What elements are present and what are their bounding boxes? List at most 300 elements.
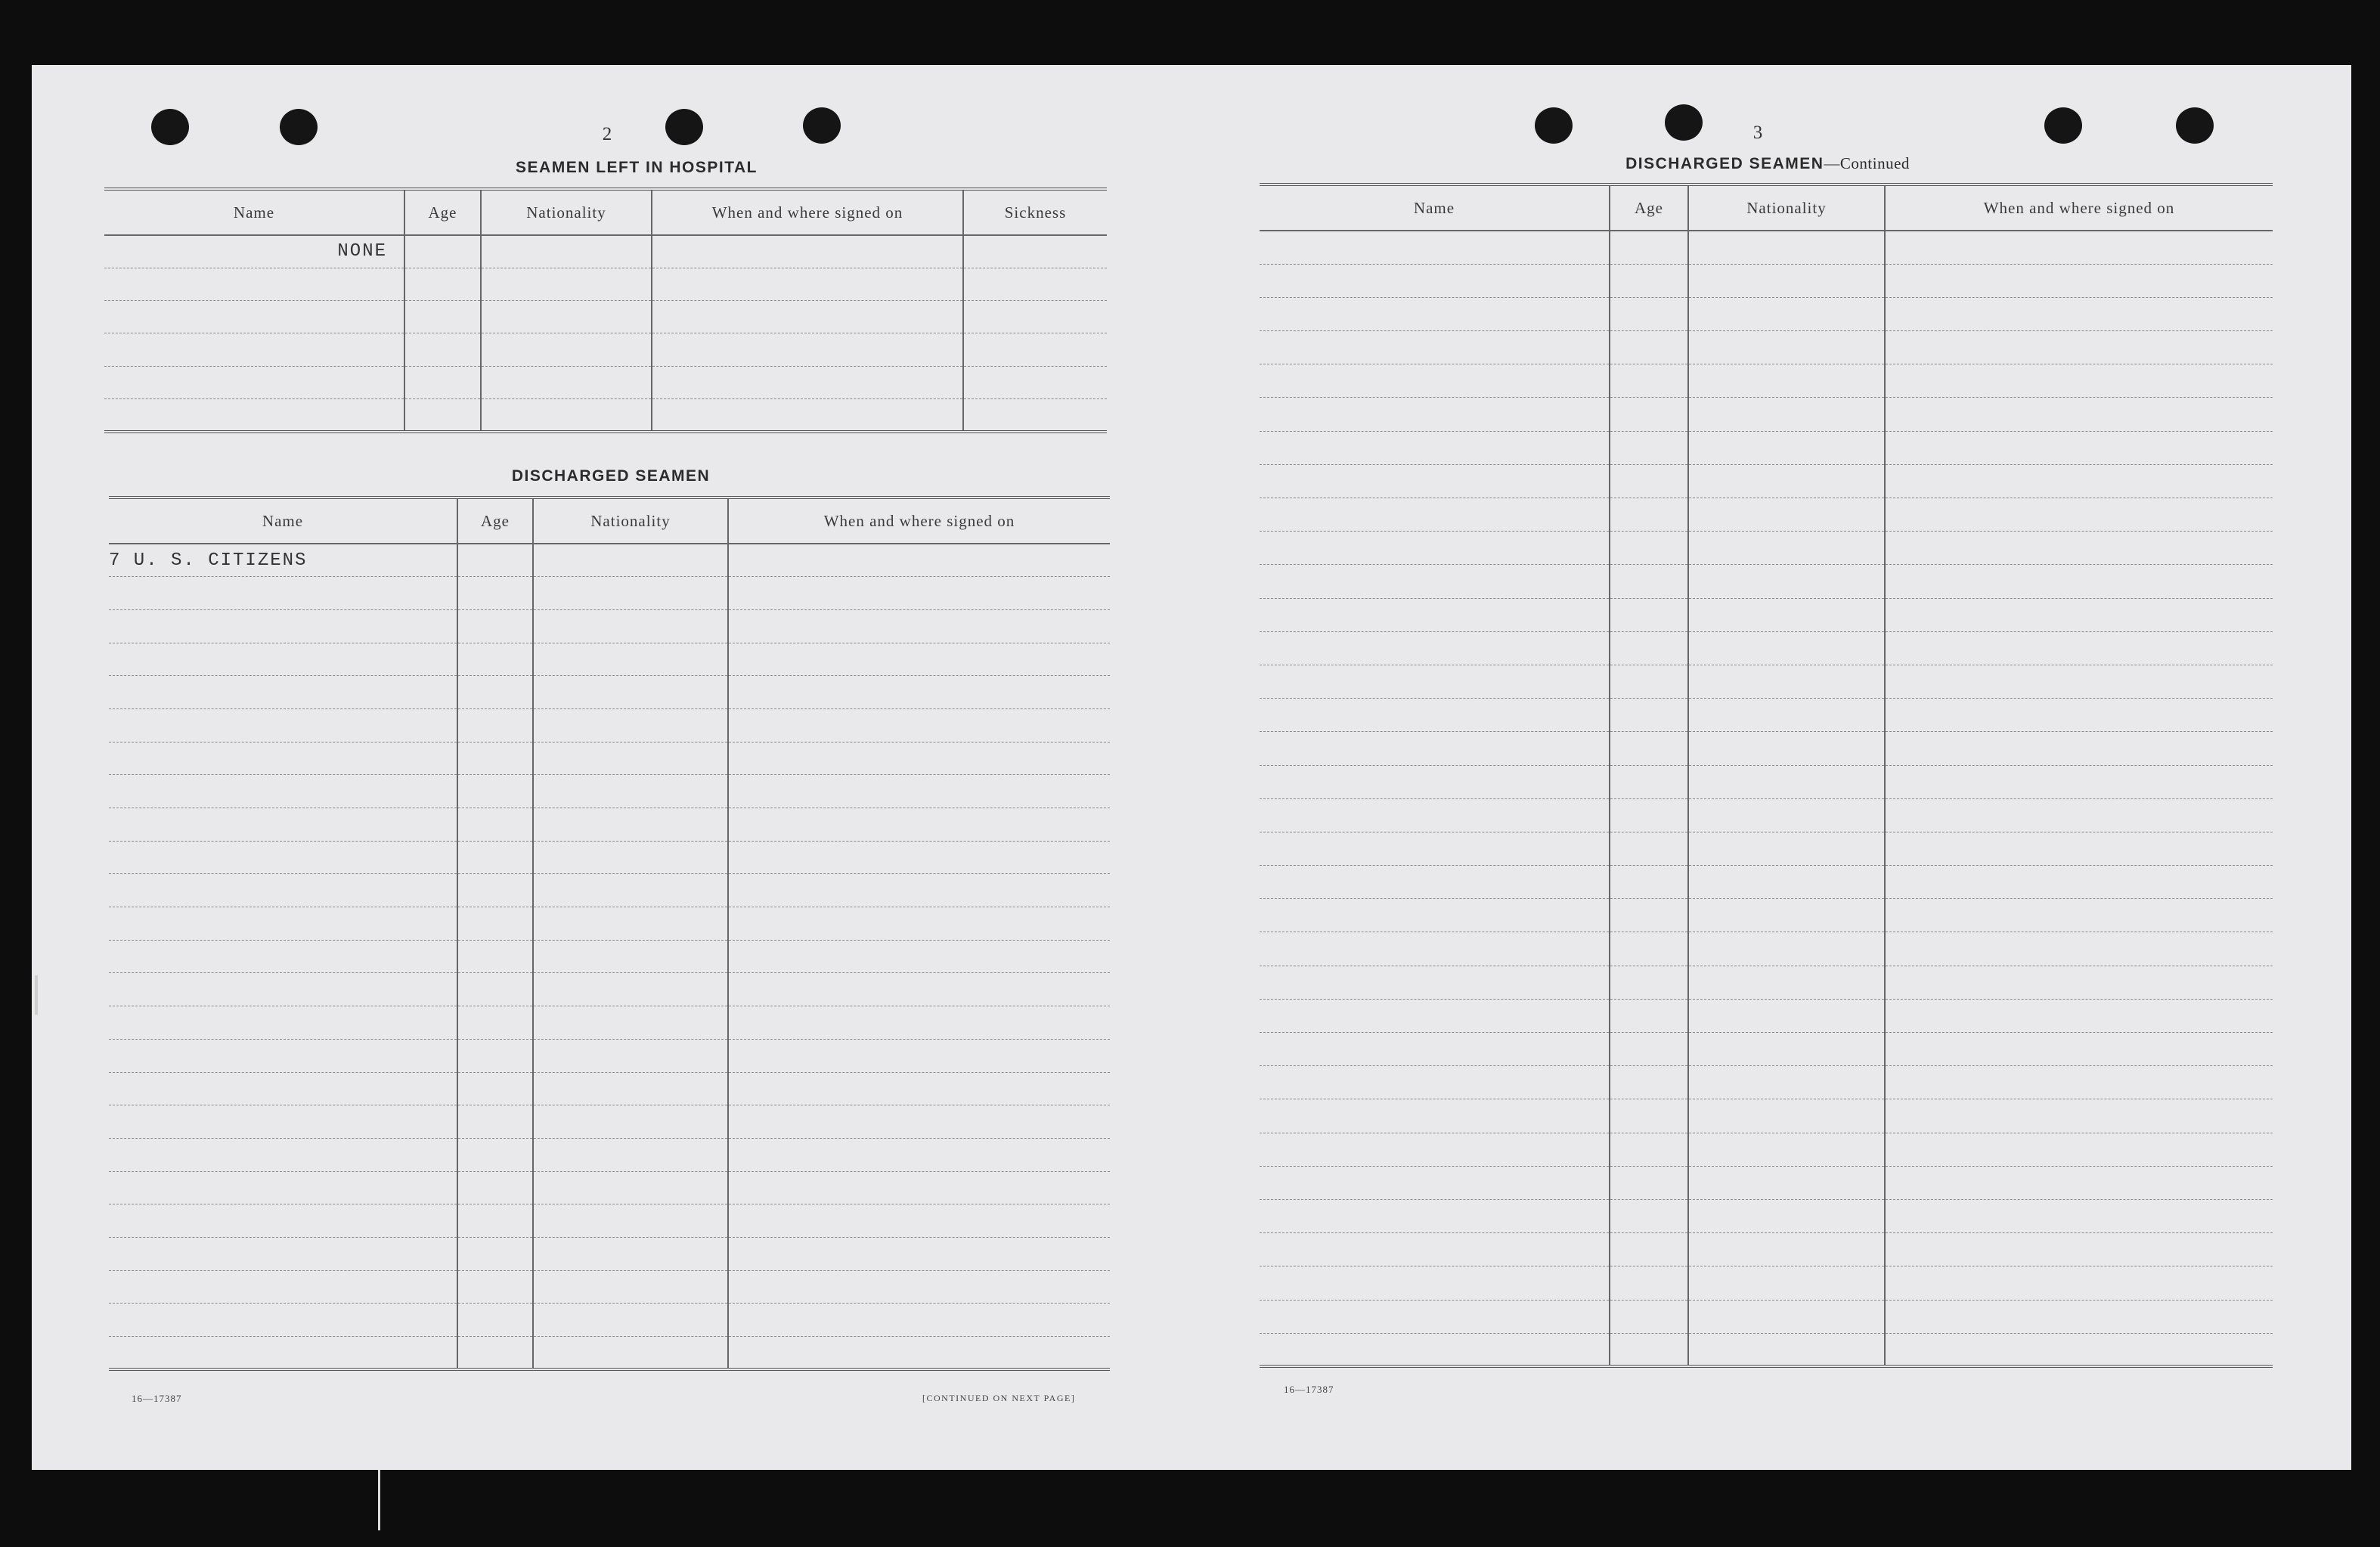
table-cell (404, 268, 481, 300)
continued-section-title (1261, 154, 2274, 173)
table-cell (1885, 598, 2273, 631)
table-row (109, 1237, 1110, 1270)
table-cell (109, 609, 457, 643)
table-cell (533, 808, 728, 842)
column-header: When and where signed on (652, 189, 963, 235)
table-row (1260, 331, 2273, 364)
table-cell (652, 235, 963, 268)
column-header: Age (457, 498, 533, 544)
table-cell (533, 609, 728, 643)
table-row (109, 577, 1110, 610)
continued-title-suffix: —Continued (1824, 154, 1910, 172)
punch-hole (803, 107, 841, 144)
table-row (109, 874, 1110, 907)
table-cell (1885, 565, 2273, 598)
table-cell (1885, 1233, 2273, 1266)
table-cell (109, 973, 457, 1006)
table-cell (109, 708, 457, 742)
table-cell (1610, 431, 1688, 464)
table-cell (457, 1237, 533, 1270)
table-cell (1260, 364, 1610, 398)
table-cell (1260, 899, 1610, 932)
table-cell: NONE (104, 235, 404, 268)
table-cell (1688, 1333, 1885, 1366)
table-cell (533, 1204, 728, 1238)
table-cell (104, 366, 404, 398)
table-cell (1885, 1099, 2273, 1133)
table-row (104, 366, 1107, 398)
table-cell (1688, 598, 1885, 631)
table-row (1260, 1233, 2273, 1266)
table-cell (1260, 798, 1610, 832)
table-cell (1610, 598, 1688, 631)
table-cell (1688, 899, 1885, 932)
table-cell (728, 1204, 1110, 1238)
table-cell (109, 1138, 457, 1171)
table-row (109, 708, 1110, 742)
table-row (109, 1039, 1110, 1072)
table-cell (1688, 264, 1885, 297)
table-cell (1688, 1133, 1885, 1166)
table-cell (1260, 498, 1610, 532)
table-cell (1610, 1133, 1688, 1166)
table-cell (109, 676, 457, 709)
table-cell (1885, 1033, 2273, 1066)
table-cell (1688, 932, 1885, 966)
column-header: Name (104, 189, 404, 235)
table-row (1260, 899, 2273, 932)
table-cell (1688, 1233, 1885, 1266)
table-cell (728, 1237, 1110, 1270)
table-cell (1260, 297, 1610, 330)
table-cell (1260, 331, 1610, 364)
punch-hole (2176, 107, 2214, 144)
column-header: Name (1260, 184, 1610, 231)
table-cell (728, 1304, 1110, 1337)
table-cell (109, 1337, 457, 1370)
table-cell (1260, 866, 1610, 899)
table-cell (1885, 999, 2273, 1032)
table-cell (457, 643, 533, 676)
table-cell (652, 268, 963, 300)
table-cell (728, 775, 1110, 808)
table-cell (1885, 832, 2273, 865)
table-row (1260, 1099, 2273, 1133)
table-cell (1885, 532, 2273, 565)
table-row (1260, 231, 2273, 264)
table-cell (1688, 1300, 1885, 1333)
table-row (109, 544, 1110, 577)
table-cell (728, 907, 1110, 941)
table-cell (1610, 1266, 1688, 1300)
table-cell (1885, 1199, 2273, 1232)
table-row (1260, 765, 2273, 798)
punch-hole (665, 109, 703, 145)
column-header: Nationality (1688, 184, 1885, 231)
table-cell (109, 1304, 457, 1337)
column-header: Sickness (963, 189, 1107, 235)
table-cell (1610, 1199, 1688, 1232)
table-cell (404, 301, 481, 333)
discharged-table (109, 496, 1110, 1371)
column-header: Nationality (533, 498, 728, 544)
page-number-right: 3 (1752, 122, 1763, 143)
table-cell (1610, 264, 1688, 297)
table-cell (1610, 231, 1688, 264)
table-cell (1688, 832, 1885, 865)
table-cell (728, 1072, 1110, 1105)
table-cell (728, 940, 1110, 973)
table-cell (1610, 1166, 1688, 1199)
table-row (1260, 264, 2273, 297)
table-cell (457, 676, 533, 709)
table-cell (1688, 999, 1885, 1032)
table-row (1260, 631, 2273, 665)
punch-hole (1535, 107, 1573, 144)
table-row (109, 1270, 1110, 1304)
table-cell (728, 577, 1110, 610)
table-cell (1260, 1233, 1610, 1266)
punch-hole (1665, 104, 1703, 141)
table-cell (1260, 264, 1610, 297)
table-row (109, 1072, 1110, 1105)
table-cell (1885, 1133, 2273, 1166)
table-cell (457, 874, 533, 907)
table-cell (457, 1072, 533, 1105)
table-cell (1610, 1233, 1688, 1266)
table-cell (533, 973, 728, 1006)
table-row (109, 1105, 1110, 1139)
column-header: When and where signed on (1885, 184, 2273, 231)
table-row (1260, 732, 2273, 765)
table-row (109, 1171, 1110, 1204)
table-row (1260, 665, 2273, 698)
table-cell (457, 973, 533, 1006)
table-cell (1610, 1333, 1688, 1366)
punch-hole (2044, 107, 2082, 144)
table-cell (1688, 565, 1885, 598)
table-cell (404, 366, 481, 398)
table-cell (1885, 364, 2273, 398)
form-number-right: 16—17387 (1284, 1384, 1334, 1395)
table-cell (1688, 398, 1885, 431)
table-cell (1610, 532, 1688, 565)
table-row (1260, 866, 2273, 899)
table-cell (533, 775, 728, 808)
column-header: Nationality (481, 189, 652, 235)
table-cell (1885, 665, 2273, 698)
table-cell (109, 1171, 457, 1204)
table-cell (1610, 699, 1688, 732)
table-cell (457, 742, 533, 775)
table-cell (1885, 1166, 2273, 1199)
table-cell (109, 841, 457, 874)
table-cell (533, 1006, 728, 1040)
table-cell (109, 1270, 457, 1304)
table-cell (1885, 699, 2273, 732)
table-cell (1688, 464, 1885, 498)
table-cell (104, 301, 404, 333)
table-cell (1688, 1166, 1885, 1199)
table-cell (728, 1138, 1110, 1171)
table-cell (457, 775, 533, 808)
table-row (1260, 999, 2273, 1032)
discharged-section-title: DISCHARGED SEAMEN (511, 467, 711, 485)
table-cell (1260, 1033, 1610, 1066)
table-cell (533, 1337, 728, 1370)
table-cell (457, 1337, 533, 1370)
table-cell (728, 1039, 1110, 1072)
table-cell (1610, 765, 1688, 798)
table-cell (109, 808, 457, 842)
hospital-section-title: SEAMEN LEFT IN HOSPITAL (516, 159, 758, 176)
table-row (109, 940, 1110, 973)
table-cell (728, 609, 1110, 643)
table-cell (533, 1039, 728, 1072)
table-cell (728, 676, 1110, 709)
table-row (1260, 598, 2273, 631)
table-cell (533, 577, 728, 610)
table-cell (1260, 665, 1610, 698)
table-cell (1885, 1266, 2273, 1300)
table-row (109, 609, 1110, 643)
table-cell (728, 808, 1110, 842)
continued-table (1260, 183, 2273, 1368)
table-cell (481, 366, 652, 398)
table-cell (1610, 732, 1688, 765)
table-cell (1610, 565, 1688, 598)
table-row (1260, 699, 2273, 732)
table-cell (1688, 1099, 1885, 1133)
table-cell (109, 1204, 457, 1238)
table-row (104, 398, 1107, 431)
table-cell (457, 808, 533, 842)
table-cell (963, 235, 1107, 268)
table-cell (1610, 999, 1688, 1032)
table-cell (1260, 464, 1610, 498)
table-cell (1885, 331, 2273, 364)
table-cell (1885, 1066, 2273, 1099)
table-cell (533, 544, 728, 577)
table-cell (1610, 1033, 1688, 1066)
table-cell (533, 643, 728, 676)
table-cell (1688, 331, 1885, 364)
table-cell (1688, 231, 1885, 264)
table-cell (728, 1105, 1110, 1139)
table-row (1260, 364, 2273, 398)
table-cell (533, 1304, 728, 1337)
table-cell (457, 1171, 533, 1204)
column-header: Age (1610, 184, 1688, 231)
table-row (109, 841, 1110, 874)
table-cell (109, 874, 457, 907)
table-row (109, 1006, 1110, 1040)
table-row (1260, 431, 2273, 464)
table-cell (533, 1171, 728, 1204)
table-cell (728, 643, 1110, 676)
table-cell (109, 907, 457, 941)
table-row (109, 1204, 1110, 1238)
table-cell (1885, 398, 2273, 431)
table-cell (457, 609, 533, 643)
table-cell (1610, 631, 1688, 665)
table-cell (1260, 966, 1610, 999)
table-cell (1260, 598, 1610, 631)
table-cell (1688, 364, 1885, 398)
table-cell (1688, 1266, 1885, 1300)
table-cell (728, 874, 1110, 907)
table-cell (1885, 231, 2273, 264)
table-row (104, 301, 1107, 333)
table-cell (404, 398, 481, 431)
table-row (109, 1138, 1110, 1171)
table-cell (1260, 832, 1610, 865)
table-cell (109, 1006, 457, 1040)
table-cell (1885, 765, 2273, 798)
table-cell (1260, 1099, 1610, 1133)
table-row (1260, 1199, 2273, 1232)
table-cell (457, 1006, 533, 1040)
table-cell (1885, 932, 2273, 966)
table-cell (457, 940, 533, 973)
table-cell (481, 268, 652, 300)
table-row (1260, 532, 2273, 565)
table-cell (481, 333, 652, 366)
table-row (1260, 1133, 2273, 1166)
table-cell (1688, 699, 1885, 732)
table-cell (109, 742, 457, 775)
hospital-table (104, 188, 1107, 433)
continued-note: [CONTINUED ON NEXT PAGE] (922, 1393, 1076, 1403)
table-cell (1688, 798, 1885, 832)
table-cell (1885, 264, 2273, 297)
table-cell (104, 268, 404, 300)
table-cell (1688, 532, 1885, 565)
table-cell (533, 841, 728, 874)
table-cell (1260, 565, 1610, 598)
table-row (109, 742, 1110, 775)
table-cell (533, 676, 728, 709)
table-cell (1885, 798, 2273, 832)
table-cell (728, 708, 1110, 742)
table-row (109, 1304, 1110, 1337)
table-cell (1688, 498, 1885, 532)
table-cell (1260, 999, 1610, 1032)
table-cell (1610, 364, 1688, 398)
table-cell (1610, 665, 1688, 698)
column-header: Name (109, 498, 457, 544)
table-row (1260, 565, 2273, 598)
page-number-left: 2 (602, 124, 612, 144)
table-cell (1610, 331, 1688, 364)
table-cell (963, 398, 1107, 431)
table-cell (1260, 1133, 1610, 1166)
table-cell (1610, 297, 1688, 330)
table-cell (1260, 1266, 1610, 1300)
table-row (104, 333, 1107, 366)
table-cell (1688, 732, 1885, 765)
edge-mark (378, 1470, 380, 1530)
table-cell (728, 1171, 1110, 1204)
table-cell (457, 1105, 533, 1139)
table-cell (1610, 1099, 1688, 1133)
table-cell (728, 742, 1110, 775)
table-row (109, 643, 1110, 676)
table-cell (533, 907, 728, 941)
table-cell (1260, 398, 1610, 431)
table-cell (1688, 665, 1885, 698)
table-cell (481, 398, 652, 431)
table-cell (1885, 1333, 2273, 1366)
table-cell (652, 398, 963, 431)
punch-hole (280, 109, 318, 145)
table-cell (963, 333, 1107, 366)
table-cell (1610, 1300, 1688, 1333)
table-row (109, 907, 1110, 941)
table-row (1260, 398, 2273, 431)
table-cell (1885, 297, 2273, 330)
table-row (109, 1337, 1110, 1370)
table-cell (1688, 966, 1885, 999)
table-cell (109, 1039, 457, 1072)
table-cell (533, 1138, 728, 1171)
table-cell (533, 1105, 728, 1139)
table-row (1260, 1033, 2273, 1066)
table-cell (533, 1072, 728, 1105)
table-row (1260, 498, 2273, 532)
table-cell (1260, 932, 1610, 966)
column-header: Age (404, 189, 481, 235)
punch-hole (151, 109, 189, 145)
table-cell (457, 1039, 533, 1072)
table-cell (1260, 1066, 1610, 1099)
table-cell (457, 1304, 533, 1337)
table-cell (533, 1237, 728, 1270)
table-cell (457, 907, 533, 941)
table-cell (1688, 866, 1885, 899)
table-cell (1885, 1300, 2273, 1333)
table-cell (109, 1105, 457, 1139)
table-cell (1688, 1066, 1885, 1099)
table-cell (1610, 1066, 1688, 1099)
table-cell (1610, 866, 1688, 899)
table-cell (481, 235, 652, 268)
table-row (104, 235, 1107, 268)
table-cell (963, 366, 1107, 398)
table-cell (1260, 231, 1610, 264)
table-row (109, 775, 1110, 808)
table-cell (109, 775, 457, 808)
table-cell (1260, 732, 1610, 765)
table-cell (104, 333, 404, 366)
table-cell (1610, 899, 1688, 932)
table-row (1260, 1300, 2273, 1333)
table-cell (109, 1072, 457, 1105)
table-row (1260, 1333, 2273, 1366)
table-cell (1688, 1033, 1885, 1066)
table-cell (728, 841, 1110, 874)
table-cell (728, 973, 1110, 1006)
edge-mark (35, 975, 38, 1015)
table-cell (1885, 498, 2273, 532)
table-cell (1885, 866, 2273, 899)
table-row (1260, 464, 2273, 498)
table-cell (533, 742, 728, 775)
table-row (1260, 832, 2273, 865)
table-cell (1885, 631, 2273, 665)
table-cell (1260, 1300, 1610, 1333)
table-cell (1610, 832, 1688, 865)
